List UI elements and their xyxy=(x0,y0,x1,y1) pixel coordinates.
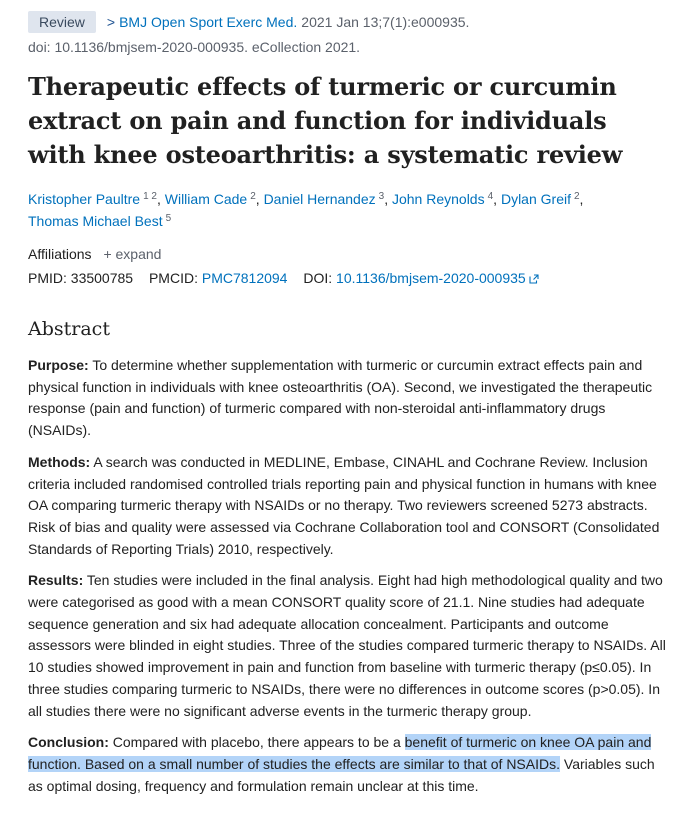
conclusion-text-end: Variables such as optimal dosing, frequency and formulation remain unclear at this time. xyxy=(28,755,655,794)
affiliations-toggle[interactable] xyxy=(28,246,161,262)
results-label: Results: xyxy=(28,572,84,589)
identifiers-row xyxy=(28,270,539,286)
affiliation-ref[interactable]: 3 xyxy=(378,191,385,202)
methods-text: A search was conducted in MEDLINE, Embase, CINAHL and Cochrane Review. Inclusion criteria included randomised controlled trials reporting pain and physical function in humans with knee OA comparing turmeric therapy with NSAIDs or no therapy. Two reviewers screened 5273 abstracts. Risk of bias and quality were assessed via Cochrane Collaboration tool and CONSORT (Consolidated Standards of Reporting Trials) 2010, respectively. xyxy=(28,453,660,557)
affiliation-ref[interactable]: 2 xyxy=(250,191,256,202)
external-link-icon[interactable] xyxy=(529,274,539,284)
pmcid-link[interactable]: PMC7812094 xyxy=(201,270,288,286)
author-link[interactable]: William Cade xyxy=(164,191,248,207)
affiliation-ref[interactable]: 5 xyxy=(165,213,172,224)
purpose-label: Purpose: xyxy=(28,357,89,373)
conclusion-text: Compared with placebo, there appears to be a xyxy=(112,734,405,751)
abstract-heading: Abstract xyxy=(28,318,110,340)
author-separator: , xyxy=(579,191,584,207)
abstract-methods xyxy=(28,452,668,561)
article-type-badge: Review xyxy=(28,11,96,33)
affiliations-label: Affiliations xyxy=(28,246,92,262)
methods-label: Methods: xyxy=(28,453,91,470)
citation-row xyxy=(28,11,469,33)
doi-link[interactable]: 10.1136/bmjsem-2020-000935 xyxy=(336,270,526,286)
author-list xyxy=(28,188,658,232)
purpose-text: To determine whether supplementation with turmeric or curcumin extract effects pain and physical function in individuals with knee osteoarthritis (OA). Second, we investigated the therapeutic response (pain and function) of turmeric compared with non-steroidal anti-inflammatory drugs (NSAIDs). xyxy=(28,357,653,439)
article-title: Therapeutic effects of turmeric or curcumin extract on pain and function for individuals with knee osteoarthritis: a systematic review xyxy=(28,72,623,169)
author-separator: , xyxy=(493,191,501,207)
conclusion-label: Conclusion: xyxy=(28,734,109,751)
pmid-value: 33500785 xyxy=(70,270,134,286)
author-link[interactable]: Daniel Hernandez xyxy=(263,191,376,207)
author-separator: , xyxy=(384,191,392,207)
abstract-results xyxy=(28,570,668,722)
author-link[interactable]: Kristopher Paultre xyxy=(28,191,141,207)
doi-line: doi: 10.1136/bmjsem-2020-000935. eCollection 2021. xyxy=(28,39,361,55)
pmcid-label: PMCID: xyxy=(148,270,198,286)
abstract-conclusion xyxy=(28,732,668,797)
expand-button[interactable]: + expand xyxy=(103,246,162,262)
selected-text-highlight: benefit of turmeric on knee OA pain and function. Based on a small number of studies the effects are similar to that of NSAIDs. xyxy=(28,734,652,772)
author-separator: , xyxy=(255,191,264,207)
chevron-right-icon[interactable]: > xyxy=(106,14,116,30)
pmid-label: PMID: xyxy=(28,270,67,286)
author-link[interactable]: Dylan Greif xyxy=(500,191,571,207)
abstract-body xyxy=(28,355,668,807)
results-text: Ten studies were included in the final analysis. Eight had high methodological quality and two were categorised as good with a mean CONSORT quality score of 21.1. Nine studies had adequate sequence generation and six had adequate allocation concealment. Participants and outcome assessors were blinded in eight studies. Three of the studies compared turmeric therapy to NSAIDs. All 10 studies showed improvement in pain and function from baseline with turmeric therapy (p≤0.05). In three studies comparing turmeric to NSAIDs, there were no differences in outcome scores (p>0.05). In all studies there were no significant adverse events in the turmeric therapy group. xyxy=(28,572,666,719)
affiliation-ref[interactable]: 2 xyxy=(573,191,580,202)
abstract-purpose xyxy=(28,355,668,442)
author-separator: , xyxy=(156,191,165,207)
author-link[interactable]: John Reynolds xyxy=(391,191,485,207)
affiliation-ref[interactable]: 4 xyxy=(487,191,494,202)
doi-label: DOI: xyxy=(303,270,333,286)
citation-text: 2021 Jan 13;7(1):e000935. xyxy=(301,14,470,30)
author-link[interactable]: Thomas Michael Best xyxy=(28,213,163,229)
journal-link[interactable]: BMJ Open Sport Exerc Med. xyxy=(119,14,298,30)
affiliation-ref[interactable]: 1 2 xyxy=(143,191,157,202)
